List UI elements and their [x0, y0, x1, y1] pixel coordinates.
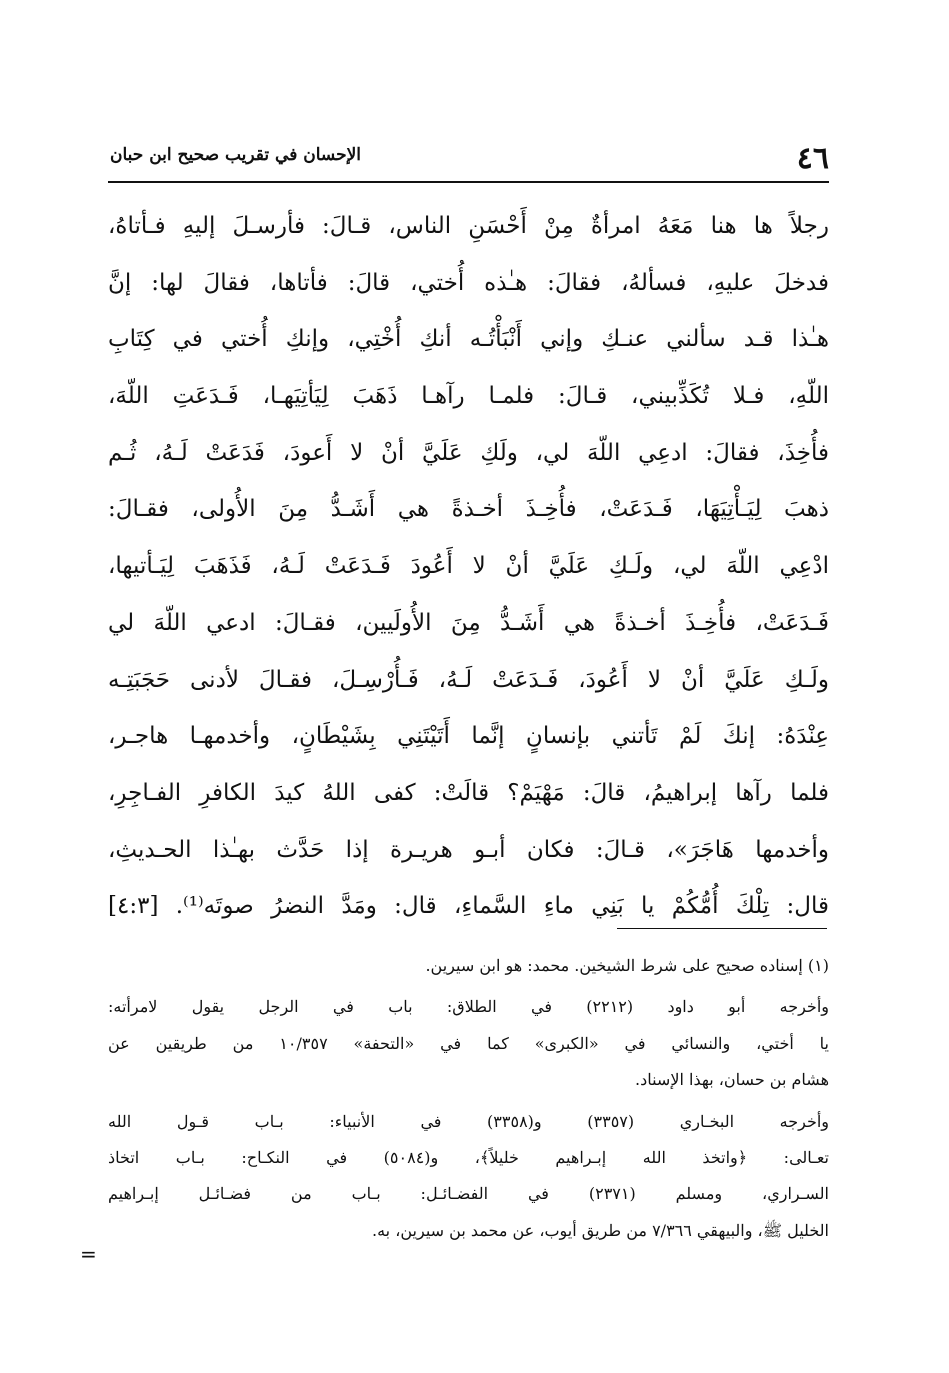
footnote-line: (١) إسناده صحيح على شرط الشيخين. محمد: هو ابن سيرين. — [425, 956, 829, 975]
page-header — [110, 138, 829, 180]
footnote-line: السـراري، ومسلم (٢٣٧١) في الفضـائـل: بـاب من فضـائـل إبـراهيم — [108, 1184, 829, 1204]
text-line: عِنْدَهُ: إنكَ لَمْ تَأتني بإنسانٍ إنَّما أَتَيْتَنِي بِشَيْطَانٍ، وأخدمهـا هاجـر، — [108, 723, 829, 750]
footnote-line: وأخرجه أبو داود (٢٢١٢) في الطلاق: باب في الرجل يقول لامرأته: — [108, 997, 829, 1017]
text-line: ادْعِي اللّهَ لي، ولَـكِ عَلَيَّ أنْ لا أَعُودَ فَـدَعَتْ لَـهُ، فَذَهَبَ لِيَـأتيها، — [108, 553, 829, 580]
page-number: ٤٦ — [796, 141, 829, 176]
footnote-line: وأخرجه البخـاري (٣٣٥٧) و(٣٣٥٨) في الأنبياء: بـاب قـول الله — [108, 1111, 829, 1131]
text-line: هـٰذا قـد سألني عنـكِ وإني أَنْبَأْتُـه أنكِ أُخْتِي، وإنكِ أُختي في كِتَابِ — [108, 326, 829, 353]
footnotes — [108, 948, 829, 1249]
header-rule — [108, 181, 829, 183]
text-line: قال: تِلْكَ أُمُّكُمْ يا بَنِي ماءِ السَّماءِ، قال: ومَدَّ النضرُ صوتَه⁽¹⁾. [٤:٣] — [108, 893, 829, 920]
main-text — [108, 198, 829, 935]
text-line: فدخلَ عليهِ، فسألهُ، فقالَ: هـٰذه أُختي، قالَ: فأتاها، فقالَ لها: إنَّ — [108, 269, 829, 296]
footnote-line: يا أختي، والنسائي في «الكبرى» كما في «التحفة» ١٠/٣٥٧ من طريقين عن — [108, 1033, 829, 1053]
footnote-line: الخليل ﷺ، والبيهقي ٧/٣٦٦ من طريق أيوب، عن محمد بن سيرين، به. — [372, 1220, 829, 1240]
running-title: الإحسان في تقريب صحيح ابن حبان — [110, 145, 361, 165]
text-line: اللّهِ، فـلا تُكَذِّبيني، قـالَ: فلمـا رآهـا ذَهَبَ لِيَأتِيَهـا، فَـدَعَتِ اللّهَ، — [108, 383, 829, 410]
footnote-line: تعـالى: ﴿واتخذ الله إبـراهيم خليلاً﴾، و(٥٠٨٤) في النكـاح: بـاب اتخاذ — [108, 1147, 829, 1167]
text-line: وأخدمها هَاجَرَ»، قـالَ: فكان أبـو هريـرة إذا حَدَّث بهـٰذا الحـديثِ، — [108, 836, 829, 863]
footnote-separator — [617, 928, 827, 929]
text-line: ولَـكِ عَلَيَّ أنْ لا أَعُودَ، فَـدَعَتْ لَـهُ، فَـأُرْسِـلَ، فقـالَ لأدنى حَجَبَتِـه — [108, 666, 829, 693]
text-line: فلما رآها إبراهيمُ، قالَ: مَهْيَمْ؟ قالَتْ: كفى اللهُ كيدَ الكافرِ الفـاجِرِ، — [108, 779, 829, 806]
text-line: فَـدَعَتْ، فأُخِـذَ أخـذةً هي أَشَـدُّ مِنَ الأُولَيين، فقـالَ: ادعي اللّهَ لي — [108, 609, 829, 636]
footnote-line: هشام بن حسان، بهذا الإسناد. — [635, 1070, 829, 1090]
text-line: رجلاً ها هنا مَعَهُ امرأةٌ مِنْ أَحْسَنِ الناس، قـالَ: فأرسـلَ إليهِ فـأتاهُ، — [108, 213, 829, 239]
text-line: فأُخِذَ، فقالَ: ادعِي اللّهَ لي، ولَكِ عَلَيَّ أنْ لا أَعودَ، فَدَعَتْ لَـهُ، ثُـم — [108, 439, 829, 466]
text-line: ذهبَ لِيَـأْتِيَهَا، فَـدَعَتْ، فأُخِـذَ أخـذةً هي أَشَـدُّ مِنَ الأُولى، فقـالَ: — [108, 496, 829, 523]
continuation-mark: = — [80, 1242, 97, 1266]
